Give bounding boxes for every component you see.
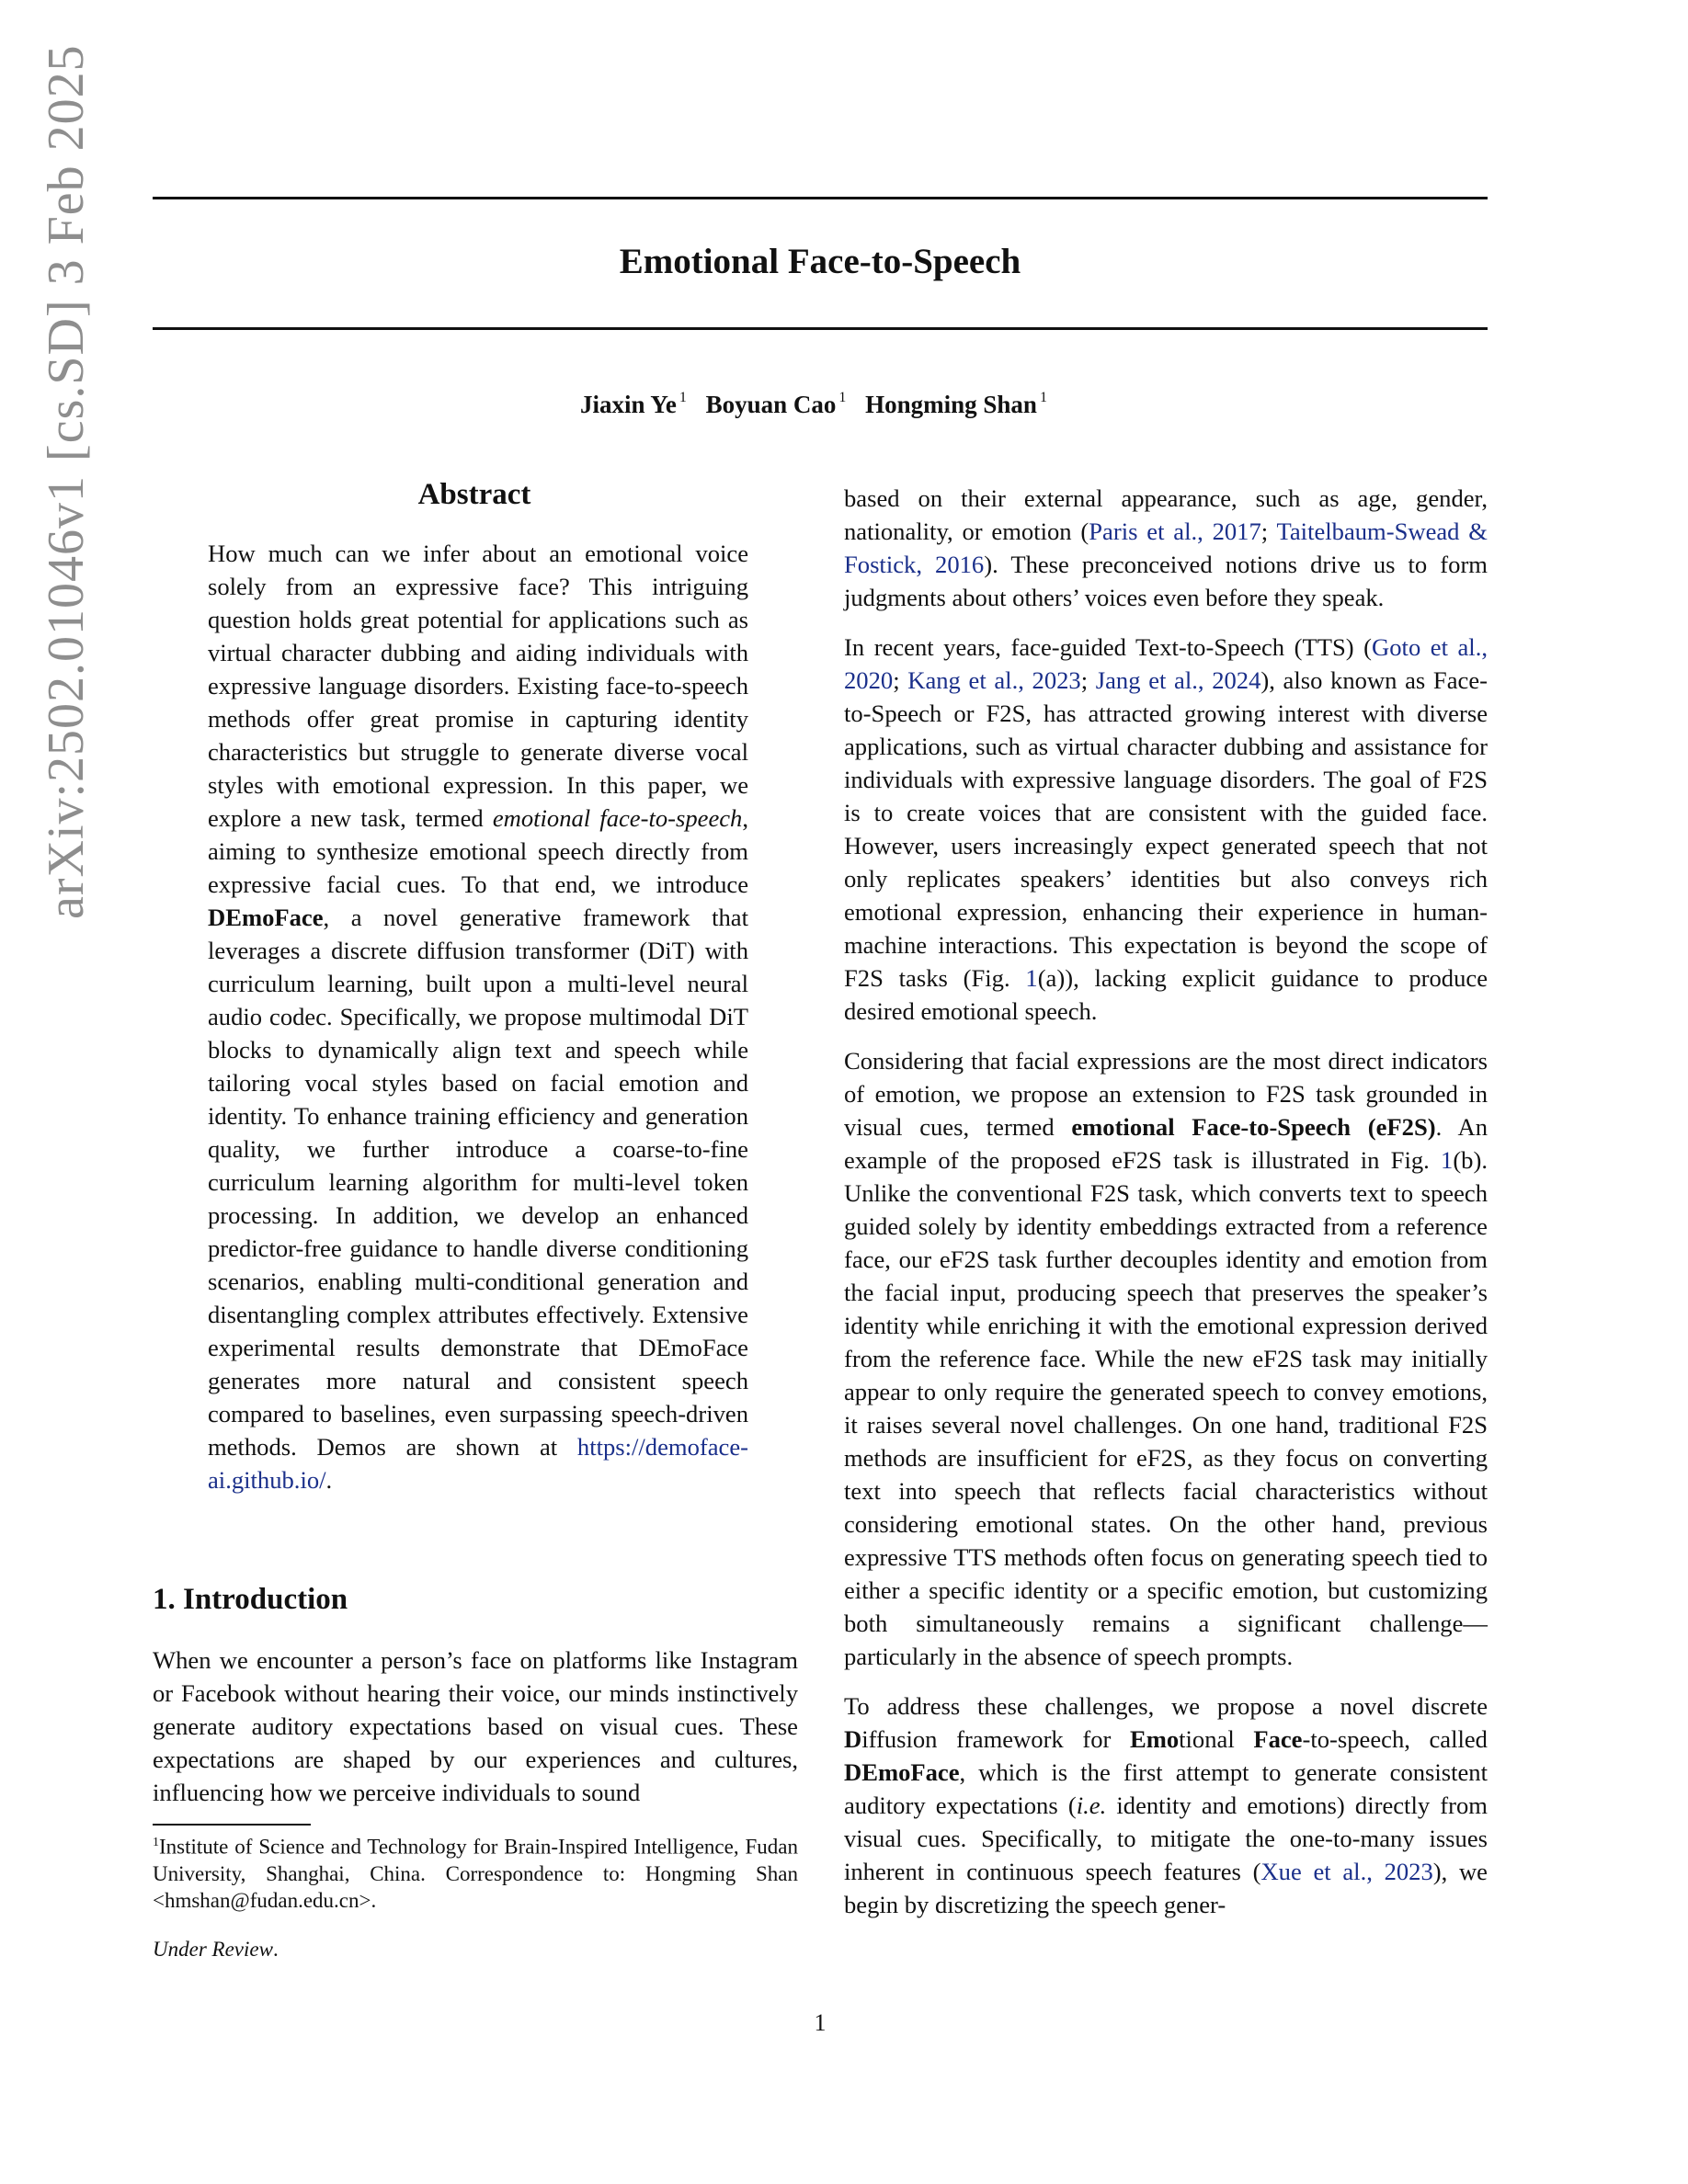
intro-left-column <box>153 1644 798 1809</box>
affiliation-footnote: $^1$Institute of Science and Technology for Brain-Inspired Intelligence, Fudan University, Shanghai, China. Correspondence to: Hongming Shan <hmshan@fudan.edu.cn>. <box>153 1835 798 1912</box>
abstract-body: How much can we infer about an emotional voice solely from an expressive face? This intriguing question holds great potential for applications such as virtual character dubbing and aiding individuals with expressive language disorders. Existing face-to-speech methods offer great promise in capturing identity characteristics but struggle to generate diverse vocal styles with emotional expression. In this paper, we explore a new task, termed emotional face-to-speech, aiming to synthesize emotional speech directly from expressive facial cues. To that end, we introduce DEmoFace, a novel generative framework that leverages a discrete diffusion transformer (DiT) with curriculum learning, built upon a multi-level neural audio codec. Specifically, we propose multimodal DiT blocks to dynamically align text and speech while tailoring vocal styles based on facial emotion and identity. To enhance training efficiency and generation quality, we further introduce a coarse-to-fine curriculum learning algorithm for multi-level token processing. In addition, we develop an enhanced predictor-free guidance to handle diverse conditioning scenarios, enabling multi-conditional generation and disentangling complex attributes effectively. Extensive experimental results demonstrate that DEmoFace generates more natural and consistent speech compared to baselines, even surpassing speech-driven methods. Demos are shown at https://demoface-ai.github.io/. <box>208 540 748 1494</box>
citation-link[interactable]: Jang et al., 2024 <box>1095 666 1261 694</box>
author-affil: 1 <box>679 390 687 405</box>
right-paragraph-4: To address these challenges, we propose a novel discrete Diffusion framework for Emotional Face-to-speech, called DEmoFace, which is the first attempt to generate consistent auditory expectations (i.e. identity and emotions) directly from visual cues. Specifically, to mitigate the one-to-many issues inherent in continuous speech features (Xue et al., 2023), we begin by discretizing the speech gener- <box>844 1692 1488 1918</box>
section-heading-introduction: 1. Introduction <box>153 1583 348 1616</box>
right-paragraph-3: Considering that facial expressions are the most direct indicators of emotion, we propose an extension to F2S task grounded in visual cues, termed emotional Face-to-Speech (eF2S). An example of the proposed eF2S task is illustrated in Fig. 1(b). Unlike the conventional F2S task, which converts text to speech guided solely by identity embeddings extracted from a reference face, our eF2S task further decouples identity and emotion from the facial input, producing speech that preserves the speaker’s identity while enriching it with the emotional expression derived from the reference face. While the new eF2S task may initially appear to only require the generated speech to convey emotions, it raises several novel challenges. On one hand, traditional F2S methods are insufficient for eF2S, as they focus on converting text into speech that reflects facial characteristics without considering emotional states. On the other hand, previous expressive TTS methods often focus on generating speech tied to either a specific identity or a specific emotion, but customizing both simultaneously remains a significant challenge—particularly in the absence of speech prompts. <box>844 1047 1488 1670</box>
footnote-rule <box>153 1824 311 1826</box>
citation-link[interactable]: Taitelbaum-Swead & Fostick, 2016 <box>844 518 1488 578</box>
paper-title: Emotional Face-to-Speech <box>619 242 1021 281</box>
author-name: Hongming Shan <box>865 391 1037 418</box>
demo-link[interactable]: https://demoface-ai.github.io/ <box>208 1433 748 1494</box>
citation-link[interactable]: Goto et al., 2020 <box>844 633 1488 694</box>
figure-ref-link[interactable]: 1 <box>1441 1146 1454 1174</box>
author-name: Boyuan Cao <box>705 391 837 418</box>
right-paragraph-2: In recent years, face-guided Text-to-Speech (TTS) (Goto et al., 2020; Kang et al., 2023; Jang et al., 2024), also known as Face-to-Speech or F2S, has attracted growing interest with diverse applications, such as virtual character dubbing and assistance for individuals with expressive language disorders. The goal of F2S is to create voices that are consistent with the guided face. However, users increasingly expect generated speech that not only replicates speakers’ identities but also conveys rich emotional expression, enhancing their experience in human-machine interactions. This expectation is beyond the scope of F2S tasks (Fig. 1(a)), lacking explicit guidance to produce desired emotional speech. <box>844 633 1488 1025</box>
author-name: Jiaxin Ye <box>580 391 677 418</box>
right-paragraph-1: based on their external appearance, such as age, gender, nationality, or emotion (Paris et al., 2017; Taitelbaum-Swead & Fostick, 2016). These preconceived notions drive us to form judgments about others’ voices even before they speak. <box>844 484 1488 611</box>
figure-ref-link[interactable]: 1 <box>1025 964 1038 992</box>
under-review-note: Under Review. <box>153 1938 279 1961</box>
right-column <box>844 482 1488 1921</box>
author-list <box>153 390 1488 419</box>
title-top-rule <box>153 197 1488 199</box>
author-affil: 1 <box>1039 390 1047 405</box>
arxiv-stamp: arXiv:2502.01046v1 [cs.SD] 3 Feb 2025 <box>38 44 95 919</box>
citation-link[interactable]: Paris et al., 2017 <box>1089 518 1261 545</box>
citation-link[interactable]: Kang et al., 2023 <box>907 666 1081 694</box>
abstract-heading: Abstract <box>417 478 531 511</box>
page-number: 1 <box>814 2009 827 2036</box>
citation-link[interactable]: Xue et al., 2023 <box>1260 1858 1433 1885</box>
author-affil: 1 <box>838 390 847 405</box>
intro-paragraph: When we encounter a person’s face on platforms like Instagram or Facebook without hearing their voice, our minds instinctively generate auditory expectations based on visual cues. These expectations are shaped by our experiences and cultures, influencing how we perceive individuals to sound <box>153 1646 798 1806</box>
title-bottom-rule <box>153 327 1488 330</box>
